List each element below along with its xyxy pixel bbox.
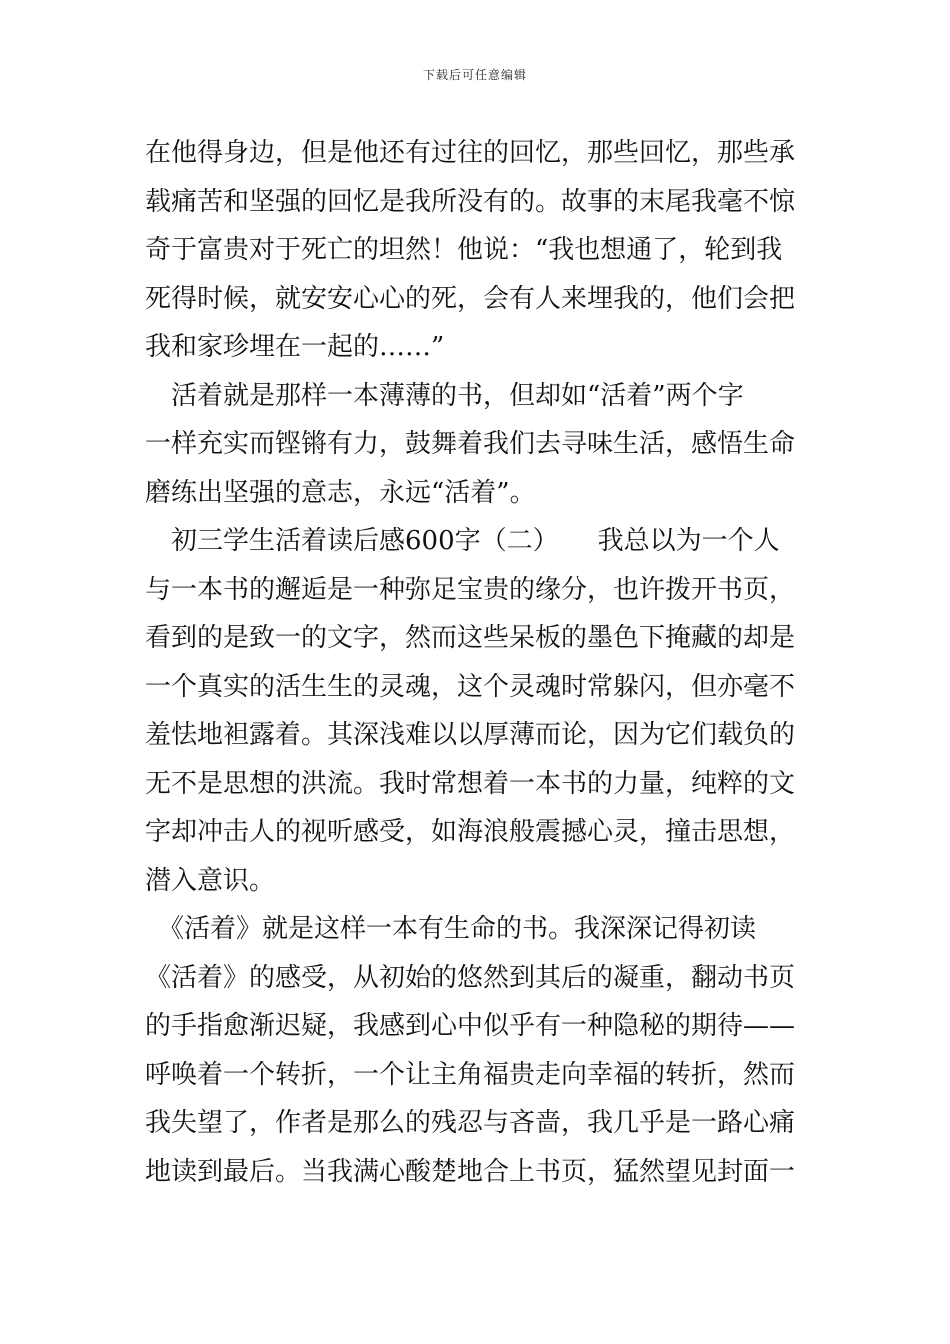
text-line: 羞怯地袒露着。其深浅难以以厚薄而论，因为它们载负的 <box>145 720 796 750</box>
text-line: 在他得身边，但是他还有过往的回忆，那些回忆，那些承 <box>145 138 796 168</box>
text-line: 《活着》就是这样一本有生命的书。我深深记得初读 <box>145 914 757 944</box>
text-line: 的手指愈渐迟疑，我感到心中似乎有一种隐秘的期待—— <box>145 1011 796 1041</box>
text-line: 奇于富贵对于死亡的坦然！他说：“我也想通了，轮到我 <box>145 235 783 265</box>
text-line: 载痛苦和坚强的回忆是我所没有的。故事的末尾我毫不惊 <box>145 186 796 217</box>
text-line: 初三学生活着读后感600字（二） 我总以为一个人 <box>145 526 780 556</box>
text-line: 看到的是致一的文字，然而这些呆板的墨色下掩藏的却是 <box>145 623 796 653</box>
text-line: 活着就是那样一本薄薄的书，但却如“活着”两个字 <box>145 380 744 411</box>
text-line: 《活着》的感受，从初始的悠然到其后的凝重，翻动书页 <box>145 962 796 993</box>
text-line: 我和家珍埋在一起的……” <box>145 332 445 362</box>
text-line: 地读到最后。当我满心酸楚地合上书页，猛然望见封面一 <box>145 1156 796 1187</box>
text-line: 潜入意识。 <box>145 865 276 896</box>
text-line: 磨练出坚强的意志，永远“活着”。 <box>145 477 536 508</box>
text-line: 呼唤着一个转折，一个让主角福贵走向幸福的转折，然而 <box>145 1059 796 1090</box>
text-line: 字却冲击人的视听感受，如海浪般震撼心灵，撞击思想， <box>145 817 796 847</box>
text-line: 死得时候，就安安心心的死，会有人来埋我的，他们会把 <box>145 283 796 314</box>
page-header: 下载后可任意编辑 <box>422 68 527 82</box>
text-line: 我失望了，作者是那么的残忍与吝啬，我几乎是一路心痛 <box>145 1108 796 1138</box>
body-text <box>145 129 807 1196</box>
text-line: 一样充实而铿锵有力，鼓舞着我们去寻味生活，感悟生命 <box>145 429 796 459</box>
text-line: 一个真实的活生生的灵魂，这个灵魂时常躲闪，但亦毫不 <box>145 671 796 702</box>
text-line: 无不是思想的洪流。我时常想着一本书的力量，纯粹的文 <box>145 768 796 799</box>
text-line: 与一本书的邂逅是一种弥足宝贵的缘分，也许拨开书页， <box>145 574 796 605</box>
